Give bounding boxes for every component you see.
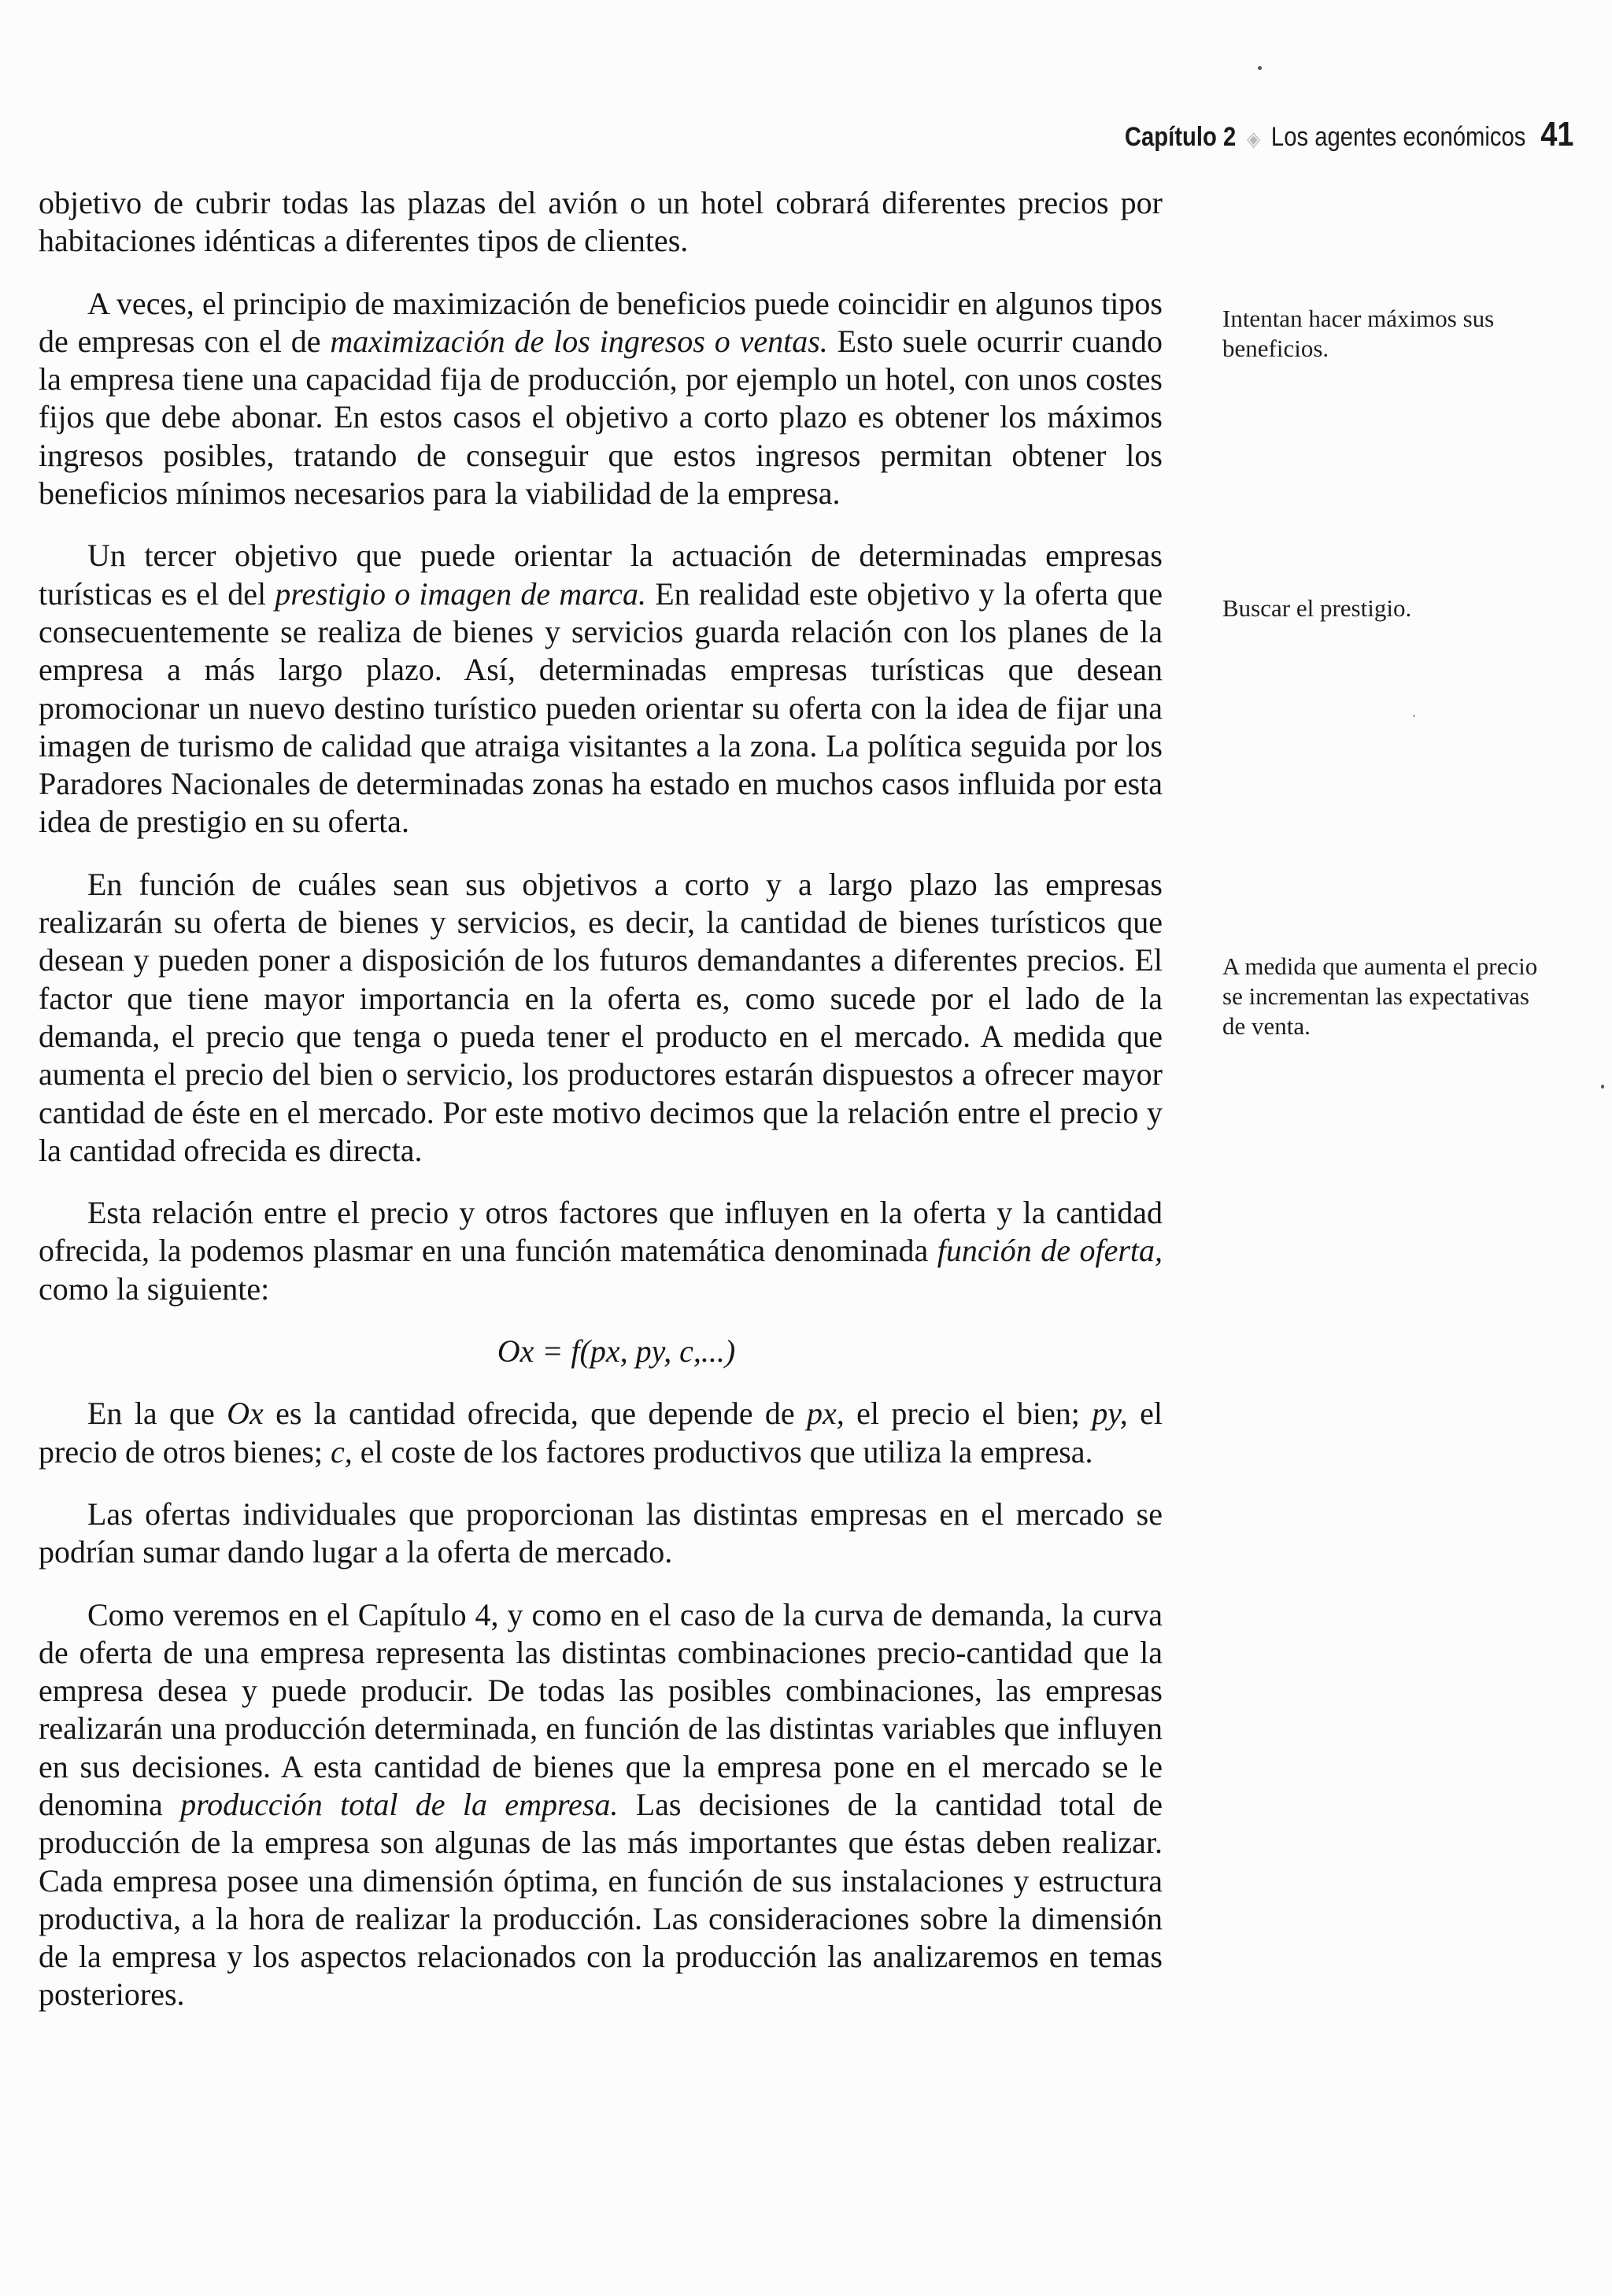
paragraph-2	[39, 285, 1163, 513]
section-title: Los agentes económicos	[1270, 122, 1525, 152]
scan-speck	[1258, 66, 1262, 70]
scan-speck	[1601, 1085, 1604, 1089]
emphasis-term: prestigio o imagen de marca.	[275, 575, 647, 612]
paragraph-6	[39, 1395, 1163, 1471]
chapter-label: Capítulo 2	[1124, 122, 1236, 152]
supply-function-formula: Ox = f(px, py, c,...)	[497, 1333, 736, 1370]
emphasis-term: maximización de los ingresos o ventas.	[330, 323, 828, 359]
paragraph-text: como la siguiente:	[39, 1270, 270, 1307]
paragraph-text: En función de cuáles sean sus objetivos a corto y a largo plazo las empresas realizarán su oferta de bienes y servicios, es decir, la cantidad de bienes turísticos que desean y pueden poner a disposición de los futuros demandantes a diferentes precios. El factor que tiene mayor importancia en la oferta es, como sucede por el lado de la demanda, el precio que tenga o pueda tener el producto en el mercado. A medida que aumenta el precio del bien o servicio, los productores estarán dispuestos a ofrecer mayor cantidad de éste en el mercado. Por este motivo decimos que la relación entre el precio y la cantidad ofrecida es directa.	[39, 866, 1163, 1168]
paragraph-7	[39, 1496, 1163, 1572]
separator-icon: ◈	[1246, 127, 1260, 150]
variable-term: px,	[807, 1396, 845, 1432]
paragraph-text: En realidad este objetivo y la oferta que consecuentemente se realiza de bienes y servicios guarda relación con los planes de la empresa a más largo plazo. Así, determinadas empresas turísticas que desean promocionar un nuevo destino turístico pueden orientar su oferta con la idea de fijar una imagen de turismo de calidad que atraiga visitantes a la zona. La política seguida por los Paradores Nacionales de determinadas zonas ha estado en muchos casos influida por esta idea de prestigio en su oferta.	[39, 575, 1163, 840]
paragraph-4	[39, 866, 1163, 1170]
paragraph-1	[39, 184, 1163, 261]
page-number: 41	[1540, 115, 1573, 153]
paragraph-text: Esta relación entre el precio y otros factores que influyen en la oferta y la cantidad ofrecida, la podemos plasmar en una función matemática denominada	[39, 1195, 1163, 1269]
emphasis-term: producción total de la empresa.	[180, 1786, 619, 1822]
paragraph-text: En la que	[87, 1396, 227, 1432]
variable-term: c,	[331, 1433, 353, 1470]
margin-note-prestige: Buscar el prestigio.	[1222, 594, 1412, 622]
paragraph-5	[39, 1194, 1163, 1308]
paragraph-text: Las ofertas individuales que proporcionan las distintas empresas en el mercado se podrían sumar dando lugar a la oferta de mercado.	[39, 1496, 1163, 1570]
paragraph-text: el precio el bien;	[844, 1396, 1093, 1432]
scan-speck	[1413, 715, 1415, 717]
paragraph-text: A veces, el principio de maximización de beneficios puede coincidir en algunos tipos de empresas con el de	[39, 285, 1163, 359]
paragraph-text: el precio de otros bienes;	[39, 1396, 1163, 1470]
paragraph-text: el coste de los factores productivos que utiliza la empresa.	[352, 1433, 1093, 1470]
margin-note-maximize-profits: Intentan hacer máximos sus beneficios.	[1222, 305, 1495, 362]
paragraph-text: es la cantidad ofrecida, que depende de	[263, 1396, 808, 1432]
variable-term: Ox	[227, 1396, 264, 1432]
paragraph-text: Las decisiones de la cantidad total de producción de la empresa son algunas de las más importantes que éstas deben realizar. Cada empresa posee una dimensión óptima, en función de sus instalaciones y estructura productiva, a la hora de realizar la producción. Las consideraciones sobre la dimensión de la empresa y los aspectos relacionados con la producción las analizaremos en temas posteriores.	[39, 1786, 1163, 2013]
paragraph-text: Un tercer objetivo que puede orientar la actuación de determinadas empresas turísticas es el del	[39, 538, 1163, 612]
main-text-column	[39, 184, 1163, 2039]
emphasis-term: función de oferta,	[937, 1233, 1163, 1269]
paragraph-text: Esto suele ocurrir cuando la empresa tiene una capacidad fija de producción, por ejemplo un hotel, con unos costes fijos que debe abonar. En estos casos el objetivo a corto plazo es obtener los máximos ingresos posibles, tratando de conseguir que estos ingresos permitan obtener los beneficios mínimos necesarios para la viabilidad de la empresa.	[39, 323, 1163, 512]
paragraph-8	[39, 1596, 1163, 2014]
variable-term: py,	[1092, 1396, 1128, 1432]
paragraph-text: Como veremos en el Capítulo 4, y como en el caso de la curva de demanda, la curva de oferta de una empresa representa las distintas combinaciones precio-cantidad que la empresa desea y puede producir. De todas las posibles combinaciones, las empresas realizarán una producción determinada, en función de las distintas variables que influyen en sus decisiones. A esta cantidad de bienes que la empresa pone en el mercado se le denomina	[39, 1596, 1163, 1822]
margin-note-price-expectations: A medida que aumenta el precio se incrementan las expectativas de venta.	[1222, 952, 1538, 1040]
paragraph-text: objetivo de cubrir todas las plazas del avión o un hotel cobrará diferentes precios por habitaciones idénticas a diferentes tipos de clientes.	[39, 185, 1163, 259]
running-head	[1124, 115, 1573, 154]
paragraph-3	[39, 537, 1163, 841]
